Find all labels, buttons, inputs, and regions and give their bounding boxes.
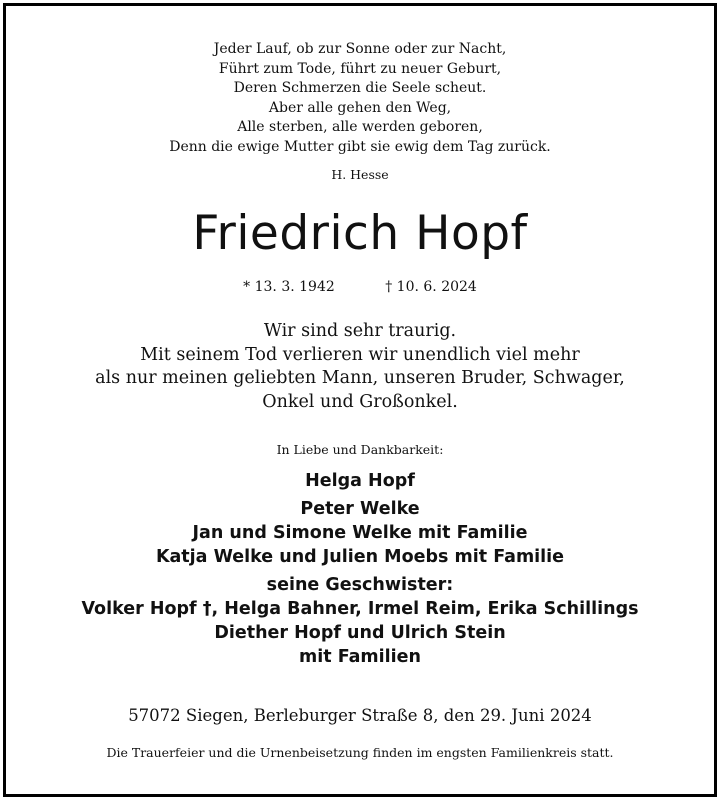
mourning-line: Wir sind sehr traurig. [263,321,457,341]
deceased-name: Friedrich Hopf [192,206,528,261]
mourning-line: Mit seinem Tod verlieren wir unendlich viel mehr [140,344,580,365]
life-dates [6,279,714,295]
sibling-line: mit Familien [299,647,421,667]
funeral-note: Die Trauerfeier und die Urnenbeisetzung finden im engsten Familienkreis statt. [106,745,614,760]
address-date-line: 57072 Siegen, Berleburger Straße 8, den 29. Juni 2024 [128,706,592,725]
poem-line: Aber alle gehen den Weg, [268,99,452,116]
family-member: Jan und Simone Welke mit Familie [192,523,528,543]
birth-date: * 13. 3. 1942 [243,279,335,295]
thanks-line: In Liebe und Dankbarkeit: [276,442,444,457]
family-list [6,469,714,669]
poem-author: H. Hesse [331,167,389,182]
family-member: Peter Welke [300,499,420,519]
mourning-text [6,320,714,414]
poem [6,40,714,157]
mourning-line: Onkel und Großonkel. [262,391,458,412]
family-member: Katja Welke und Julien Moebs mit Familie [155,547,565,567]
poem-line: Jeder Lauf, ob zur Sonne oder zur Nacht, [213,41,507,57]
mourning-line: als nur meinen geliebten Mann, unseren Bruder, Schwager, [95,368,625,388]
poem-line: Denn die ewige Mutter gibt sie ewig dem Tag zurück. [169,138,551,155]
poem-line: Deren Schmerzen die Seele scheut. [233,80,487,96]
poem-line: Alle sterben, alle werden geboren, [237,119,483,135]
death-date: † 10. 6. 2024 [385,279,477,295]
spouse-name: Helga Hopf [305,471,415,491]
poem-line: Führt zum Tode, führt zu neuer Geburt, [218,60,502,77]
sibling-line: Diether Hopf und Ulrich Stein [214,623,506,643]
obituary-frame [3,3,717,797]
sibling-line: Volker Hopf †, Helga Bahner, Irmel Reim, Erika Schillings [81,599,639,619]
siblings-heading: seine Geschwister: [266,575,454,595]
